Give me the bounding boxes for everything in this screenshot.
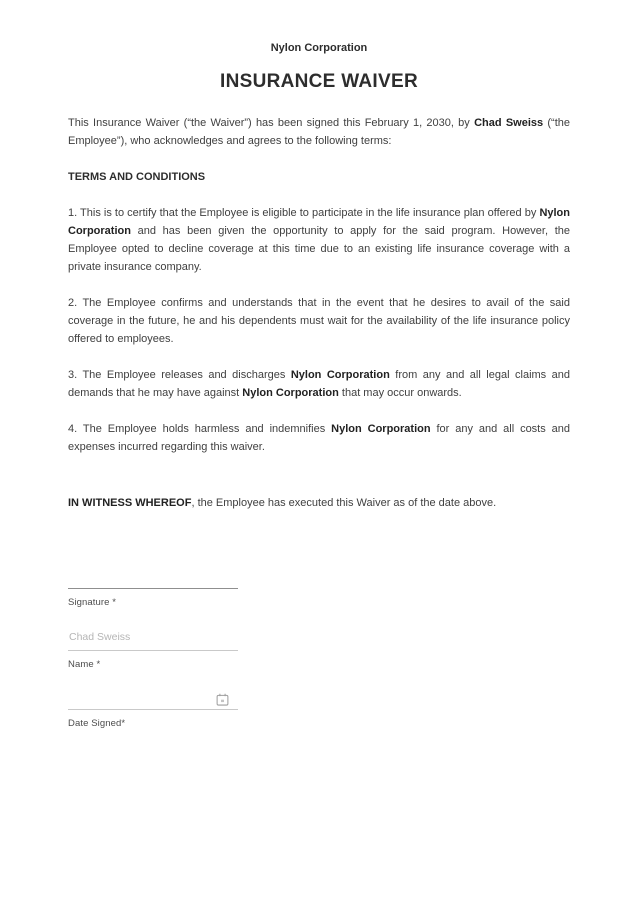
text-segment: 1. This is to certify that the Employee is eligible to participate in the life insurance plan offered by <box>68 207 540 219</box>
name-field <box>68 628 238 670</box>
term-paragraph-4 <box>68 420 570 456</box>
text-segment: Nylon Corporation <box>331 423 431 435</box>
text-segment: that may occur onwards. <box>338 387 462 399</box>
text-segment: IN WITNESS WHEREOF <box>68 497 192 509</box>
text-segment: , the Employee has executed this Waiver as of the date above. <box>191 497 497 509</box>
term-paragraph-2 <box>68 294 570 348</box>
text-segment: 3. The Employee releases and discharges <box>68 369 291 381</box>
form-area <box>68 588 570 729</box>
date-input-row <box>68 689 238 710</box>
terms-heading: TERMS AND CONDITIONS <box>68 171 206 183</box>
text-segment: Nylon Corporation <box>242 387 339 399</box>
text-segment: This Insurance Waiver (“the Waiver”) has been signed this February 1, 2030, by <box>68 117 475 129</box>
text-segment: from any and all legal claims and demands that he may have against <box>68 369 570 399</box>
calendar-icon[interactable] <box>215 692 229 706</box>
name-label: Name * <box>68 659 101 670</box>
signature-field <box>68 588 238 608</box>
text-segment: and has been given the opportunity to apply for the said program. However, the Employee opted to decline coverage at this time due to an existing life insurance coverage with a private insurance company. <box>68 225 570 273</box>
date-field <box>68 689 238 729</box>
text-segment: (“the Employee”), who acknowledges and agrees to the following terms: <box>68 117 570 147</box>
signature-label: Signature * <box>68 597 117 608</box>
term-paragraph-3 <box>68 366 570 402</box>
date-input[interactable] <box>68 689 215 706</box>
text-segment: 2. The Employee confirms and understands that in the event that he desires to avail of the said coverage in the future, he and his dependents must wait for the availability of the life insurance policy offered to employees. <box>68 297 570 345</box>
text-segment: 4. The Employee holds harmless and indemnifies <box>68 423 332 435</box>
text-segment: Nylon Corporation <box>290 369 390 381</box>
document-title: INSURANCE WAIVER <box>220 71 418 92</box>
text-segment: Nylon Corporation <box>68 207 570 237</box>
company-name: Nylon Corporation <box>270 42 368 54</box>
name-input[interactable] <box>68 628 238 651</box>
intro-paragraph <box>68 114 570 150</box>
text-segment: for any and all costs and expenses incurred regarding this waiver. <box>68 423 571 453</box>
text-segment: Chad Sweiss <box>474 117 544 129</box>
term-paragraph-1 <box>68 204 570 276</box>
witness-clause <box>68 494 570 512</box>
date-label: Date Signed* <box>68 718 126 729</box>
signature-line[interactable] <box>68 588 238 589</box>
